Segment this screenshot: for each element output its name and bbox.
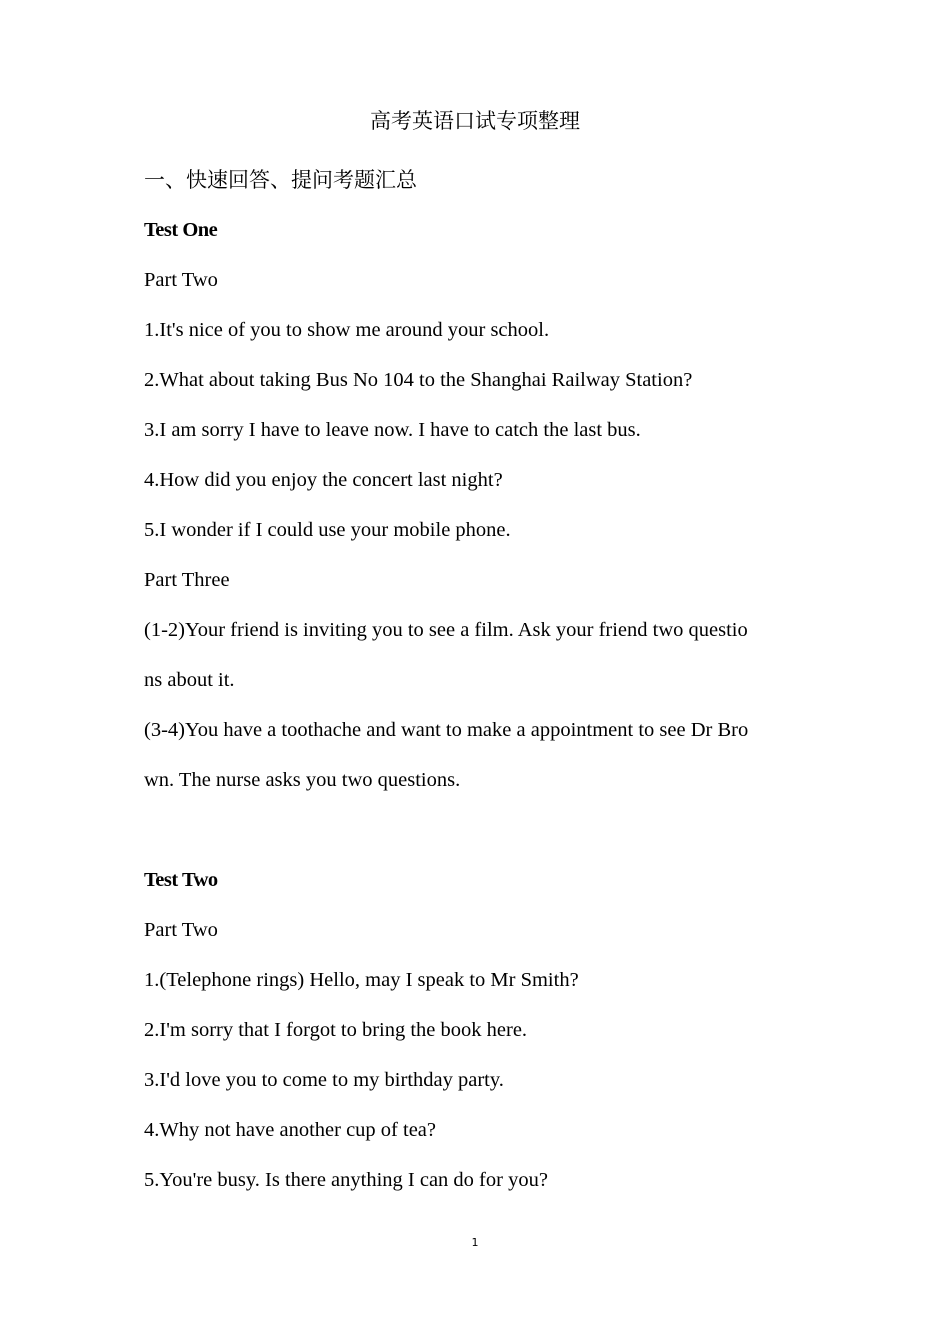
- list-item: 3.I am sorry I have to leave now. I have to catch the last bus.: [144, 419, 641, 441]
- list-item: 4.Why not have another cup of tea?: [144, 1119, 437, 1141]
- part-three-text-line: (3-4)You have a toothache and want to make a appointment to see Dr Bro: [144, 719, 749, 741]
- test-one-heading: Test One: [144, 219, 218, 241]
- list-item: 1.(Telephone rings) Hello, may I speak to Mr Smith?: [144, 969, 579, 991]
- list-item: 5.You're busy. Is there anything I can do for you?: [144, 1169, 548, 1191]
- document-body: [144, 155, 814, 1205]
- test-two-part-two-label: Part Two: [144, 919, 218, 941]
- test-one-part-three-label: Part Three: [144, 569, 230, 591]
- list-item: 4.How did you enjoy the concert last night?: [144, 469, 503, 491]
- part-three-text-line: ns about it.: [144, 669, 235, 691]
- list-item: 5.I wonder if I could use your mobile phone.: [144, 519, 511, 541]
- list-item: 2.What about taking Bus No 104 to the Shanghai Railway Station?: [144, 369, 693, 391]
- part-three-text-line: (1-2)Your friend is inviting you to see a film. Ask your friend two questio: [144, 619, 748, 641]
- page-number: 1: [471, 1236, 479, 1249]
- list-item: 1.It's nice of you to show me around your school.: [144, 319, 550, 341]
- test-two-heading: Test Two: [144, 869, 218, 891]
- section-spacer: [144, 805, 814, 855]
- list-item: 2.I'm sorry that I forgot to bring the book here.: [144, 1019, 528, 1041]
- test-one-part-two-label: Part Two: [144, 269, 218, 291]
- section-heading: 一、快速回答、提问考题汇总: [144, 168, 417, 192]
- list-item: 3.I'd love you to come to my birthday party.: [144, 1069, 504, 1091]
- page-title: 高考英语口试专项整理: [370, 109, 580, 133]
- part-three-text-line: wn. The nurse asks you two questions.: [144, 769, 461, 791]
